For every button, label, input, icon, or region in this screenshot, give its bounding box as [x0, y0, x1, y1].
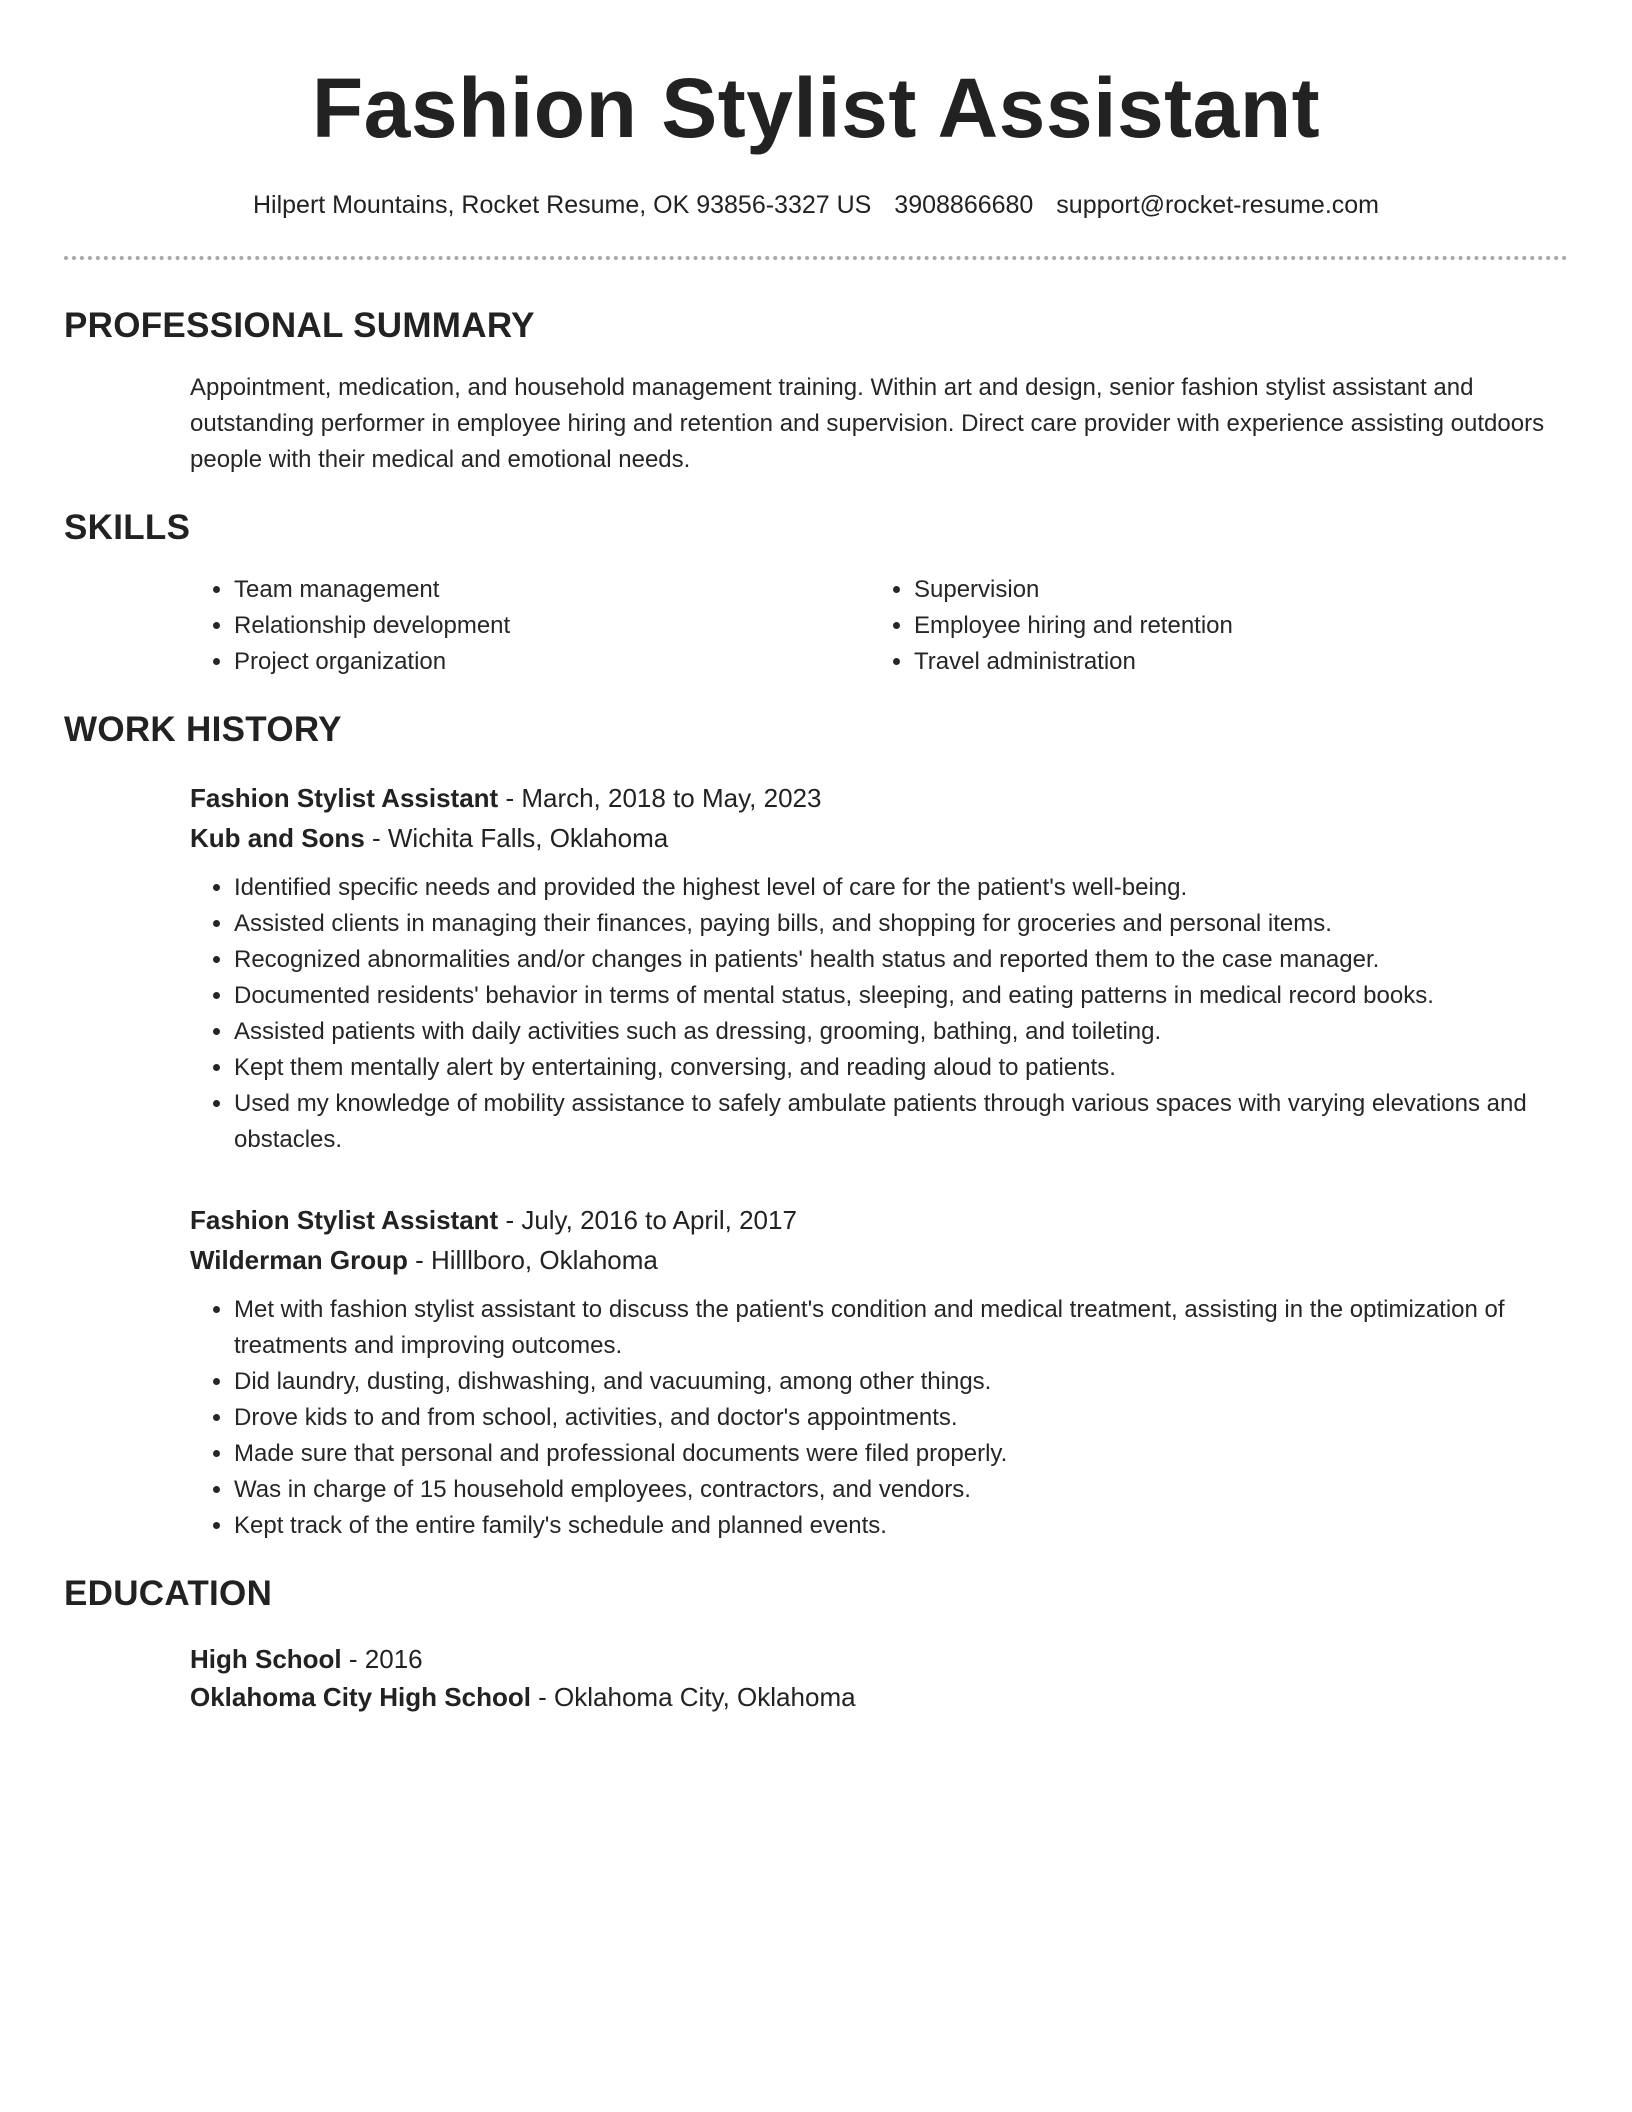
- skills-column-right: [870, 572, 1550, 680]
- skill-item: • Travel administration: [914, 644, 1550, 680]
- job-company-line: [190, 1240, 1568, 1280]
- job-company: Kub and Sons: [190, 823, 365, 853]
- job-role: Fashion Stylist Assistant: [190, 783, 499, 813]
- education-location: - Oklahoma City, Oklahoma: [530, 1682, 856, 1712]
- contact-address: Hilpert Mountains, Rocket Resume, OK 93856-3327 US: [252, 191, 872, 219]
- duty-item: • Met with fashion stylist assistant to discuss the patient's condition and medical treatment, assisting in the optimization of treatments and improving outcomes.: [234, 1292, 1614, 1364]
- job-entry: [190, 778, 1568, 1158]
- job-entry: [190, 1200, 1568, 1544]
- education-degree: High School: [190, 1644, 342, 1674]
- skill-item: • Team management: [234, 572, 870, 608]
- duty-item: • Kept them mentally alert by entertaining, conversing, and reading aloud to patients.: [234, 1050, 1614, 1086]
- skills-list: [190, 572, 1568, 680]
- contact-phone: 3908866680: [894, 191, 1034, 219]
- job-duties: [190, 870, 1614, 1158]
- duty-item: • Drove kids to and from school, activities, and doctor's appointments.: [234, 1400, 1614, 1436]
- job-title-line: [190, 778, 1568, 818]
- job-title-line: [190, 1200, 1568, 1240]
- duty-item: • Assisted clients in managing their finances, paying bills, and shopping for groceries and personal items.: [234, 906, 1614, 942]
- duty-item: • Assisted patients with daily activities such as dressing, grooming, bathing, and toileting.: [234, 1014, 1614, 1050]
- job-company-line: [190, 818, 1568, 858]
- summary-heading: PROFESSIONAL SUMMARY: [64, 306, 535, 345]
- skill-item: • Project organization: [234, 644, 870, 680]
- education-year: - 2016: [341, 1644, 423, 1674]
- education-school: Oklahoma City High School: [190, 1682, 531, 1712]
- duty-item: • Was in charge of 15 household employees, contractors, and vendors.: [234, 1472, 1614, 1508]
- job-dates: - March, 2018 to May, 2023: [498, 783, 822, 813]
- skill-item: • Employee hiring and retention: [914, 608, 1550, 644]
- job-location: - Wichita Falls, Oklahoma: [364, 823, 669, 853]
- duty-item: • Documented residents' behavior in terms of mental status, sleeping, and eating patterns in medical record books.: [234, 978, 1614, 1014]
- resume-page: [64, 0, 1568, 1716]
- duty-item: • Did laundry, dusting, dishwashing, and vacuuming, among other things.: [234, 1364, 1614, 1400]
- job-company: Wilderman Group: [190, 1245, 408, 1275]
- duty-item: • Used my knowledge of mobility assistance to safely ambulate patients through various spaces with varying elevations and obstacles.: [234, 1086, 1614, 1158]
- contact-email: support@rocket-resume.com: [1056, 191, 1380, 219]
- contact-line: [64, 188, 1568, 222]
- skill-item: • Supervision: [914, 572, 1550, 608]
- summary-text: Appointment, medication, and household management training. Within art and design, senior fashion stylist assistant and outstanding performer in employee hiring and retention and supervision. Direct care provider with experience assisting outdoors people with their medical and emotional needs.: [190, 374, 1545, 473]
- education-school-line: [190, 1678, 1568, 1716]
- duty-item: • Made sure that personal and professional documents were filed properly.: [234, 1436, 1614, 1472]
- header-divider: [64, 256, 1568, 260]
- duty-item: • Identified specific needs and provided the highest level of care for the patient's well-being.: [234, 870, 1614, 906]
- education-entry: [190, 1640, 1568, 1716]
- job-dates: - July, 2016 to April, 2017: [498, 1205, 797, 1235]
- education-degree-line: [190, 1640, 1568, 1678]
- skill-item: • Relationship development: [234, 608, 870, 644]
- education-heading: EDUCATION: [64, 1574, 273, 1613]
- duty-item: • Recognized abnormalities and/or changes in patients' health status and reported them to the case manager.: [234, 942, 1614, 978]
- job-role: Fashion Stylist Assistant: [190, 1205, 499, 1235]
- candidate-name: Fashion Stylist Assistant: [311, 61, 1321, 155]
- job-location: - Hilllboro, Oklahoma: [407, 1245, 658, 1275]
- skills-heading: SKILLS: [64, 508, 191, 547]
- job-duties: [190, 1292, 1614, 1544]
- duty-item: • Kept track of the entire family's schedule and planned events.: [234, 1508, 1614, 1544]
- work-history-heading: WORK HISTORY: [64, 710, 342, 749]
- skills-column-left: [190, 572, 870, 680]
